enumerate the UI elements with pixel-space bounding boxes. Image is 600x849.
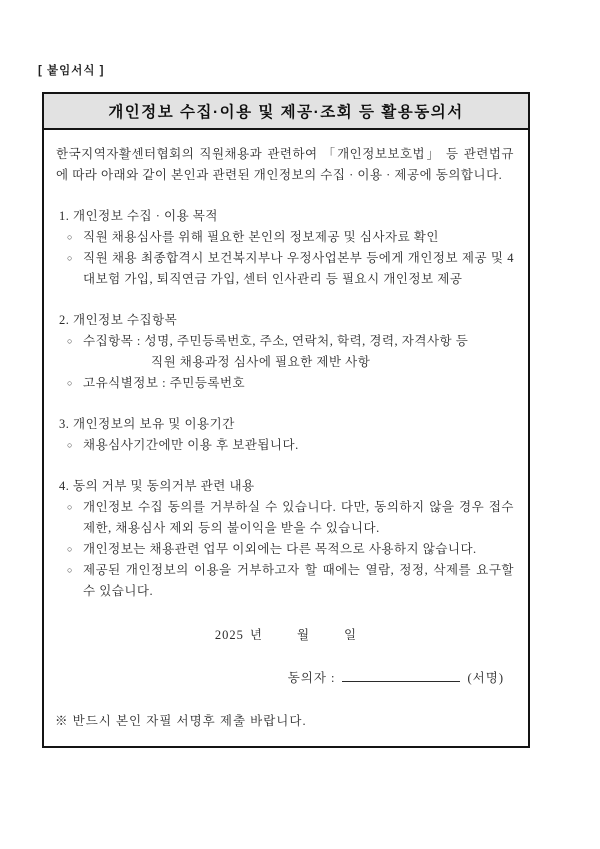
list-item-text: 직원 채용심사를 위해 필요한 본인의 정보제공 및 심사자료 확인 — [83, 230, 439, 244]
circle-bullet-icon: ○ — [67, 378, 73, 388]
circle-bullet-icon: ○ — [67, 336, 73, 346]
form-body — [44, 130, 528, 602]
date-line — [44, 625, 528, 643]
list-item — [54, 331, 514, 352]
date-year-label: 년 — [249, 628, 263, 642]
signature-suffix: (서명) — [467, 671, 504, 685]
section-heading: 4. 동의 거부 및 동의거부 관련 내용 — [59, 479, 255, 493]
section-collected-items — [54, 310, 514, 394]
circle-bullet-icon: ○ — [67, 502, 73, 512]
list-item — [54, 560, 514, 602]
date-month-label: 월 — [296, 628, 311, 642]
section-heading: 2. 개인정보 수집항목 — [59, 313, 178, 327]
list-item-text: 고유식별정보 : 주민등록번호 — [83, 376, 246, 390]
section-refusal-rights — [54, 476, 514, 602]
circle-bullet-icon: ○ — [67, 565, 73, 575]
list-item — [54, 539, 514, 560]
signature-label: 동의자 : — [287, 671, 336, 685]
footer-note: ※ 반드시 본인 자필 서명후 제출 바랍니다. — [55, 714, 307, 728]
date-year: 2025 — [214, 628, 244, 642]
section-heading: 3. 개인정보의 보유 및 이용기간 — [59, 417, 235, 431]
list-item — [54, 373, 514, 394]
circle-bullet-icon: ○ — [67, 232, 73, 242]
intro-paragraph: 한국지역자활센터협회의 직원채용과 관련하여 「개인정보보호법」 등 관련법규에 따라 아래와 같이 본인과 관련된 개인정보의 수집 · 이용 · 제공에 동의합니다. — [56, 147, 514, 182]
attachment-form-label: [ 붙임서식 ] — [38, 65, 105, 77]
signature-blank-line — [342, 669, 460, 682]
circle-bullet-icon: ○ — [67, 253, 73, 263]
form-title-bar — [44, 94, 528, 130]
section-heading: 1. 개인정보 수집 · 이용 목적 — [59, 209, 218, 223]
form-title: 개인정보 수집·이용 및 제공·조회 등 활용동의서 — [108, 104, 464, 121]
section-retention-period — [54, 414, 514, 456]
signature-row — [288, 668, 504, 686]
list-item — [54, 435, 514, 456]
list-item-continuation: 직원 채용과정 심사에 필요한 제반 사항 — [151, 355, 371, 369]
list-item-text: 채용심사기간에만 이용 후 보관됩니다. — [83, 438, 299, 452]
section-purpose — [54, 206, 514, 290]
list-item-text: 제공된 개인정보의 이용을 거부하고자 할 때에는 열람, 정정, 삭제를 요구할 수 있습니다. — [83, 563, 514, 598]
list-item-text: 수집항목 : 성명, 주민등록번호, 주소, 연락처, 학력, 경력, 자격사항 등 — [83, 334, 469, 348]
list-item-text: 직원 채용 최종합격시 보건복지부나 우정사업본부 등에게 개인정보 제공 및 4대보험 가입, 퇴직연금 가입, 센터 인사관리 등 필요시 개인정보 제공 — [83, 251, 514, 286]
circle-bullet-icon: ○ — [67, 544, 73, 554]
list-item — [54, 497, 514, 539]
list-item — [54, 248, 514, 290]
list-item-text: 개인정보 수집 동의를 거부하실 수 있습니다. 다만, 동의하지 않을 경우 접수 제한, 채용심사 제외 등의 불이익을 받을 수 있습니다. — [83, 500, 514, 535]
consent-form-box — [42, 92, 530, 748]
circle-bullet-icon: ○ — [67, 440, 73, 450]
list-item — [54, 227, 514, 248]
date-day-label: 일 — [344, 628, 358, 642]
list-item-text: 개인정보는 채용관련 업무 이외에는 다른 목적으로 사용하지 않습니다. — [83, 542, 477, 556]
